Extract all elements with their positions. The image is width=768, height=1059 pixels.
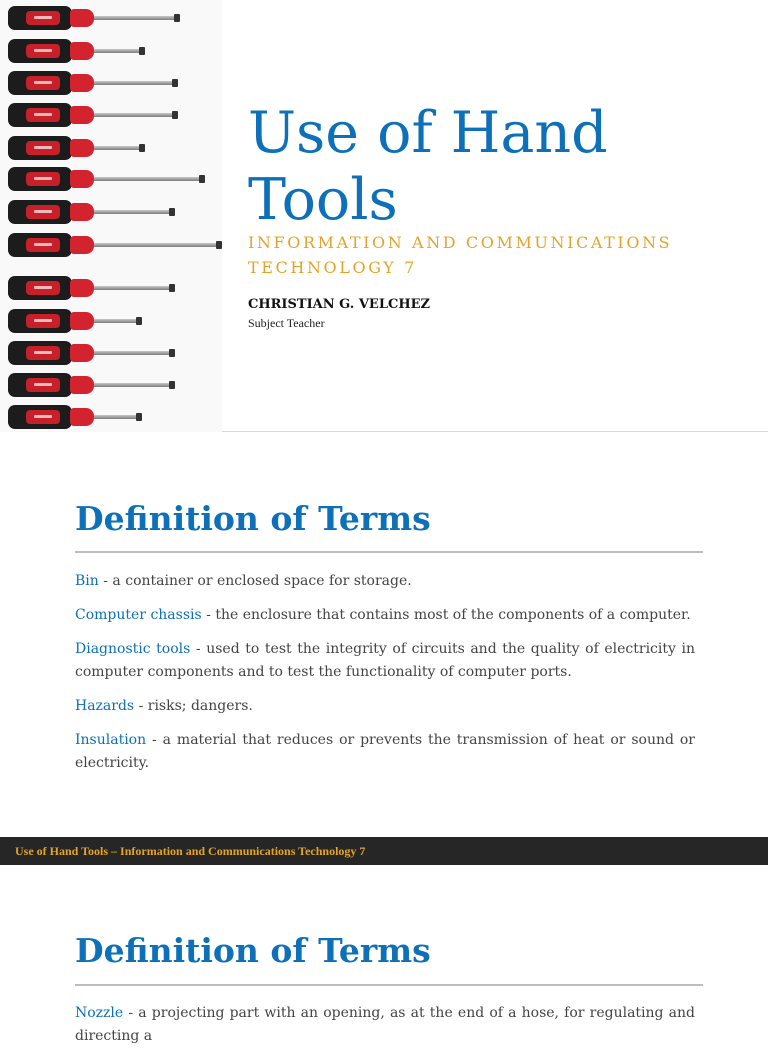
screwdriver-icon <box>8 340 183 366</box>
screwdriver-tip <box>136 317 142 325</box>
handle-collar <box>70 408 94 426</box>
heading-divider <box>75 551 703 553</box>
handle-collar <box>70 42 94 60</box>
screwdriver-shaft <box>94 210 173 214</box>
handle-accent <box>26 281 60 295</box>
title-block <box>248 100 748 234</box>
handle-accent <box>26 346 60 360</box>
screwdriver-icon <box>8 404 150 430</box>
handle-collar <box>70 139 94 157</box>
screwdriver-icon <box>8 166 213 192</box>
screwdriver-shaft <box>94 16 178 20</box>
term-definition: - a material that reduces or prevents the transmission of heat or sound or electricity. <box>75 732 695 771</box>
term-item <box>75 695 695 718</box>
term-name: Computer chassis <box>75 607 202 623</box>
term-definition: - risks; dangers. <box>134 698 253 714</box>
screwdriver-tip <box>216 241 222 249</box>
term-item <box>75 729 695 775</box>
term-name: Nozzle <box>75 1005 124 1021</box>
term-name: Bin <box>75 573 99 589</box>
screwdriver-icon <box>8 372 183 398</box>
screwdriver-tip <box>169 208 175 216</box>
screwdriver-shaft <box>94 383 173 387</box>
screwdriver-shaft <box>94 81 176 85</box>
definition-slide-1 <box>0 433 768 837</box>
handle-accent <box>26 108 60 122</box>
term-item <box>75 1002 695 1048</box>
handle-collar <box>70 9 94 27</box>
screwdriver-icon <box>8 275 183 301</box>
screwdriver-set-image <box>0 0 222 432</box>
screwdriver-tip <box>172 111 178 119</box>
handle-collar <box>70 203 94 221</box>
handle-collar <box>70 376 94 394</box>
handle-collar <box>70 312 94 330</box>
handle-accent <box>26 44 60 58</box>
term-item <box>75 570 695 593</box>
screwdriver-shaft <box>94 243 220 247</box>
terms-list <box>75 1002 695 1059</box>
screwdriver-icon <box>8 135 153 161</box>
slide-title: Use of Hand Tools <box>248 100 608 233</box>
terms-list <box>75 570 695 786</box>
screwdriver-shaft <box>94 113 176 117</box>
term-name: Hazards <box>75 698 135 714</box>
screwdriver-icon <box>8 232 230 258</box>
screwdriver-shaft <box>94 415 140 419</box>
handle-collar <box>70 106 94 124</box>
screwdriver-icon <box>8 308 150 334</box>
handle-collar <box>70 74 94 92</box>
handle-accent <box>26 76 60 90</box>
handle-accent <box>26 378 60 392</box>
term-definition: - used to test the integrity of circuits and the quality of electricity in computer components and to test the functionality of computer ports. <box>75 641 695 680</box>
handle-collar <box>70 170 94 188</box>
term-definition: - a projecting part with an opening, as at the end of a hose, for regulating and directing a <box>75 1005 695 1044</box>
handle-collar <box>70 344 94 362</box>
handle-collar <box>70 236 94 254</box>
screwdriver-tip <box>199 175 205 183</box>
section-heading: Definition of Terms <box>75 931 431 970</box>
term-definition: - a container or enclosed space for storage. <box>98 573 412 589</box>
title-slide <box>0 0 768 432</box>
screwdriver-tip <box>169 381 175 389</box>
screwdriver-shaft <box>94 319 140 323</box>
section-heading: Definition of Terms <box>75 499 431 538</box>
screwdriver-shaft <box>94 146 143 150</box>
handle-accent <box>26 410 60 424</box>
screwdriver-tip <box>136 413 142 421</box>
slide-subtitle: INFORMATION AND COMMUNICATIONS TECHNOLOGY 7 <box>248 233 673 277</box>
screwdriver-icon <box>8 102 186 128</box>
handle-accent <box>26 11 60 25</box>
author-role: Subject Teacher <box>248 316 325 330</box>
footer-text: Use of Hand Tools – Information and Communications Technology 7 <box>15 844 366 858</box>
term-name: Insulation <box>75 732 147 748</box>
screwdriver-shaft <box>94 177 203 181</box>
screwdriver-shaft <box>94 286 173 290</box>
screwdriver-icon <box>8 38 153 64</box>
screwdriver-icon <box>8 199 183 225</box>
screwdriver-tip <box>169 349 175 357</box>
screwdriver-shaft <box>94 351 173 355</box>
handle-accent <box>26 205 60 219</box>
heading-divider <box>75 984 703 986</box>
screwdriver-tip <box>139 47 145 55</box>
slide-footer <box>0 837 768 865</box>
screwdriver-tip <box>169 284 175 292</box>
handle-accent <box>26 172 60 186</box>
screwdriver-tip <box>174 14 180 22</box>
term-name: Diagnostic tools <box>75 641 191 657</box>
term-item <box>75 638 695 684</box>
screwdriver-icon <box>8 70 186 96</box>
handle-accent <box>26 314 60 328</box>
screwdriver-icon <box>8 5 188 31</box>
screwdriver-tip <box>172 79 178 87</box>
definition-slide-2 <box>0 865 768 1044</box>
author-name: CHRISTIAN G. VELCHEZ <box>248 297 431 312</box>
handle-collar <box>70 279 94 297</box>
term-item <box>75 604 695 627</box>
screwdriver-shaft <box>94 49 143 53</box>
term-definition: - the enclosure that contains most of the components of a computer. <box>201 607 691 623</box>
screwdriver-tip <box>139 144 145 152</box>
handle-accent <box>26 141 60 155</box>
handle-accent <box>26 238 60 252</box>
